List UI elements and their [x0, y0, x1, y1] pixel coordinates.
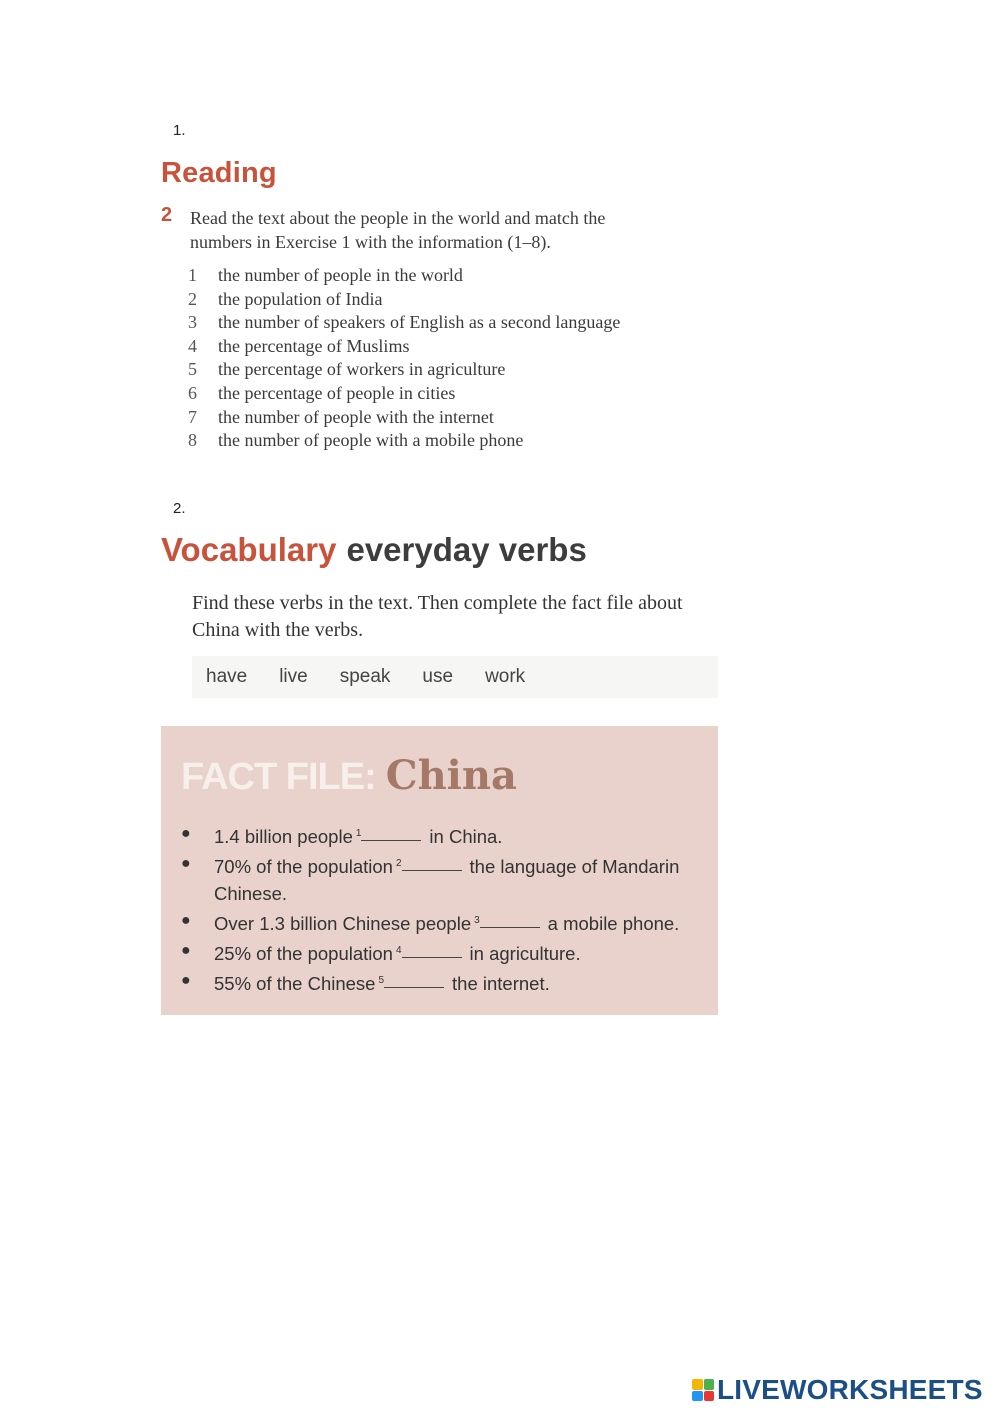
item-number: 3 [188, 312, 197, 333]
blank-number: 1 [355, 828, 362, 839]
verb-word-box [192, 656, 718, 698]
verb-word: work [485, 666, 526, 687]
liveworksheets-logo-icon [692, 1379, 714, 1401]
answer-blank[interactable] [402, 956, 462, 958]
fact-text-before: 70% of the population [214, 856, 393, 877]
list-item [188, 358, 638, 382]
fact-text-before: 1.4 billion people [214, 826, 353, 847]
verb-word: speak [339, 666, 391, 687]
item-text: the percentage of Muslims [218, 335, 410, 356]
liveworksheets-brand [692, 1374, 983, 1406]
item-text: the percentage of workers in agriculture [218, 359, 506, 380]
item-number: 2 [188, 288, 197, 309]
verb-word: live [279, 666, 308, 687]
fact-text-after: in China. [429, 826, 503, 847]
fact-text-before: 25% of the population [214, 943, 393, 964]
fact-item [181, 907, 684, 937]
fact-file-title [181, 752, 517, 799]
list-item [188, 406, 638, 430]
bullet-icon: ● [181, 855, 191, 872]
item-number: 8 [188, 430, 197, 451]
question-number-1: 1. [173, 122, 186, 139]
fact-item [181, 850, 684, 907]
item-text: the number of people with a mobile phone [218, 430, 524, 451]
bullet-icon: ● [181, 825, 191, 842]
list-item [188, 335, 638, 359]
logo-square [692, 1379, 703, 1390]
verb-word: have [206, 666, 248, 687]
answer-blank[interactable] [480, 926, 540, 928]
fact-file-box [161, 726, 718, 1015]
reading-instruction: Read the text about the people in the world and match the numbers in Exercise 1 with the information (1–8). [190, 208, 606, 252]
vocabulary-heading-sub: everyday verbs [346, 531, 587, 568]
item-text: the number of speakers of English as a second language [218, 312, 621, 333]
fact-text-after: in agriculture. [469, 943, 581, 964]
answer-blank[interactable] [361, 839, 421, 841]
bullet-icon: ● [181, 912, 191, 929]
answer-blank[interactable] [402, 869, 462, 871]
fact-text-before: Over 1.3 billion Chinese people [214, 913, 472, 934]
logo-square [692, 1391, 703, 1402]
fact-item [181, 967, 684, 997]
reading-heading: Reading [161, 157, 277, 189]
blank-number: 5 [378, 975, 385, 986]
list-item [188, 382, 638, 406]
item-number: 6 [188, 382, 197, 403]
fact-item [181, 937, 684, 967]
item-number: 7 [188, 406, 197, 427]
fact-file-country: China [385, 752, 517, 799]
fact-file-label: FACT FILE: [181, 756, 376, 798]
item-text: the number of people in the world [218, 265, 463, 285]
item-number: 4 [188, 335, 197, 356]
exercise-number: 2 [161, 204, 173, 226]
blank-number: 4 [395, 945, 402, 956]
list-item [188, 288, 638, 312]
list-item [188, 264, 638, 288]
logo-square [704, 1379, 715, 1390]
bullet-icon: ● [181, 972, 191, 989]
list-item [188, 311, 638, 335]
fact-text-before: 55% of the Chinese [214, 973, 376, 994]
question-number-2: 2. [173, 500, 186, 517]
fact-text-after: the language of Mandarin Chinese. [214, 856, 680, 904]
item-text: the population of India [218, 288, 383, 309]
bullet-icon: ● [181, 942, 191, 959]
answer-blank[interactable] [384, 986, 444, 988]
blank-number: 2 [395, 858, 402, 869]
fact-file-list [181, 820, 684, 997]
item-number: 5 [188, 359, 197, 380]
blank-number: 3 [474, 915, 480, 926]
fact-item [181, 820, 684, 850]
fact-text-after: a mobile phone. [547, 913, 680, 934]
reading-items-list [188, 264, 638, 453]
item-text: the percentage of people in cities [218, 382, 456, 403]
fact-text-after: the internet. [452, 973, 550, 994]
vocabulary-heading [161, 531, 587, 569]
verb-word: use [422, 666, 454, 687]
item-number: 1 [188, 265, 197, 285]
vocabulary-heading-main: Vocabulary [161, 531, 337, 568]
logo-square [704, 1391, 715, 1402]
list-item [188, 429, 638, 453]
brand-text: LIVEWORKSHEETS [717, 1374, 983, 1405]
vocabulary-instruction: Find these verbs in the text. Then complete the fact file about China with the verbs. [192, 592, 683, 641]
item-text: the number of people with the internet [218, 406, 494, 427]
